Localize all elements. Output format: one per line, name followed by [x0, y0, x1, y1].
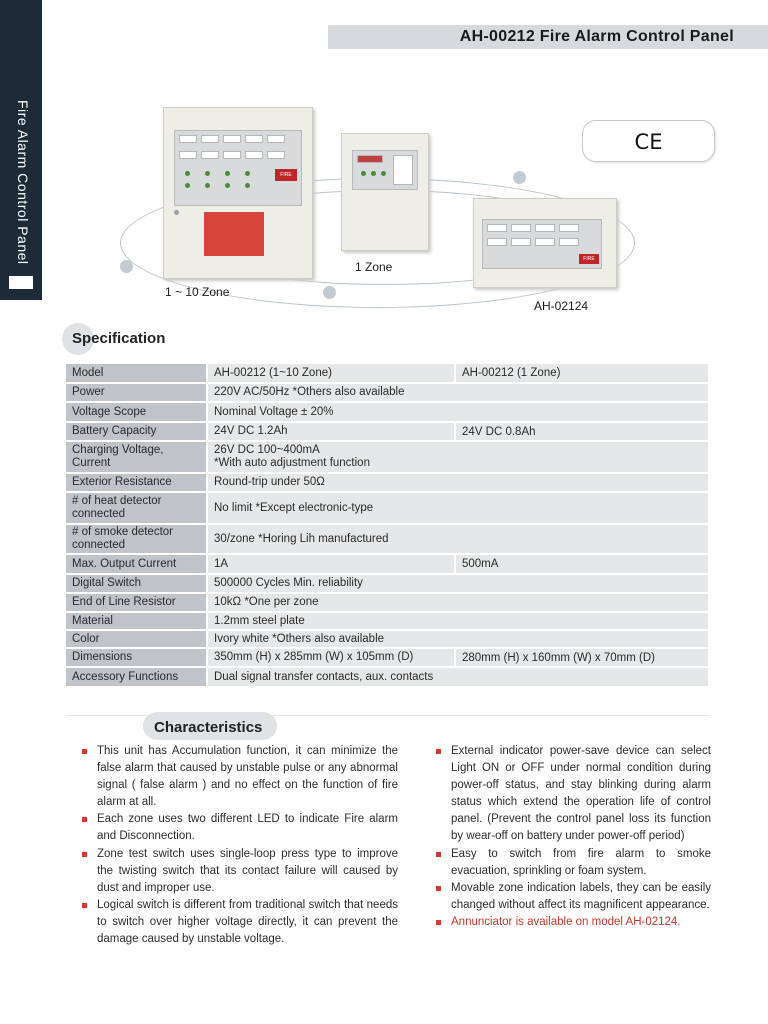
list-item: Movable zone indication labels, they can be easily changed without affect its magnificent appearance.	[436, 880, 711, 914]
label-annunciator: AH-02124	[534, 299, 589, 313]
panel-single-zone	[341, 133, 429, 251]
panel-multi-zone	[163, 107, 313, 279]
side-band-marker	[9, 276, 33, 289]
table-row: # of smoke detector connected 30/zone *Horing Lih manufactured	[66, 525, 708, 555]
table-row: Digital Switch 500000 Cycles Min. reliability	[66, 575, 708, 594]
panel-annunciator	[473, 198, 617, 288]
specification-title: Specification	[72, 330, 166, 347]
bullet-icon	[436, 852, 441, 857]
characteristics-title: Characteristics	[154, 719, 263, 736]
list-item: This unit has Accumulation function, it can minimize the false alarm that caused by unstable pulse or any abnormal signal ( false alarm ) and no effect on the function of fire alarm at all.	[82, 743, 398, 811]
panel-front	[352, 150, 418, 190]
panel-front	[482, 219, 602, 269]
bullet-icon	[82, 749, 87, 754]
page-title: AH-00212 Fire Alarm Control Panel	[459, 28, 734, 45]
warning-label	[204, 212, 264, 256]
list-item: External indicator power-save device can select Light ON or OFF under normal condition during power-off status, and stay blinking during alarm status which extend the operation life of control panel. (Prevent the control panel loss its function by wear-off on battery under power-off period)	[436, 743, 711, 846]
table-row: Exterior Resistance Round-trip under 50Ω	[66, 474, 708, 493]
table-row: Voltage Scope Nominal Voltage ± 20%	[66, 403, 708, 423]
table-row: Model AH-00212 (1~10 Zone) AH-00212 (1 Zone)	[66, 364, 708, 384]
bullet-icon	[82, 852, 87, 857]
orbit-dot	[513, 171, 526, 184]
side-band-label: Fire Alarm Control Panel	[15, 100, 31, 265]
specification-table	[66, 364, 708, 688]
table-row: Charging Voltage, Current 26V DC 100~400mA *With auto adjustment function	[66, 442, 708, 474]
list-item: Zone test switch uses single-loop press type to improve the twisting switch that its contact failure will caused by dust and improper use.	[82, 846, 398, 897]
bullet-icon	[436, 886, 441, 891]
characteristics-right-column	[436, 743, 711, 931]
table-row: # of heat detector connected No limit *Except electronic-type	[66, 493, 708, 525]
label-multi-zone: 1 ~ 10 Zone	[165, 285, 230, 299]
table-row: Power 220V AC/50Hz *Others also available	[66, 384, 708, 403]
fire-indicator: FIRE	[579, 254, 599, 264]
table-row: Dimensions 350mm (H) x 285mm (W) x 105mm (D) 280mm (H) x 160mm (W) x 70mm (D)	[66, 649, 708, 668]
header-bar	[328, 25, 768, 49]
label-single-zone: 1 Zone	[355, 260, 393, 274]
list-item: Each zone uses two different LED to indicate Fire alarm and Disconnection.	[82, 811, 398, 845]
table-row: Battery Capacity 24V DC 1.2Ah 24V DC 0.8Ah	[66, 423, 708, 442]
side-band	[0, 0, 42, 300]
bullet-icon	[436, 749, 441, 754]
orbit-dot	[120, 260, 133, 273]
fire-indicator: FIRE	[275, 169, 297, 181]
table-row: Max. Output Current 1A 500mA	[66, 555, 708, 575]
table-row: Material 1.2mm steel plate	[66, 613, 708, 631]
table-row: Accessory Functions Dual signal transfer contacts, aux. contacts	[66, 668, 708, 688]
list-item: Easy to switch from fire alarm to smoke evacuation, sprinkling or foam system.	[436, 846, 711, 880]
table-row: End of Line Resistor 10kΩ *One per zone	[66, 594, 708, 613]
ce-mark-icon: CE	[634, 130, 663, 154]
list-item: Logical switch is different from traditional switch that needs to switch over higher voltage directly, it can prevent the damage caused by unstable voltage.	[82, 897, 398, 948]
list-item: Annunciator is available on model AH-02124.	[436, 914, 711, 931]
orbit-dot	[323, 286, 336, 299]
table-row: Color Ivory white *Others also available	[66, 631, 708, 649]
characteristics-left-column	[82, 743, 398, 948]
bullet-icon	[436, 920, 441, 925]
panel-front	[174, 130, 302, 206]
bullet-icon	[82, 817, 87, 822]
product-image	[115, 100, 640, 320]
bullet-icon	[82, 903, 87, 908]
